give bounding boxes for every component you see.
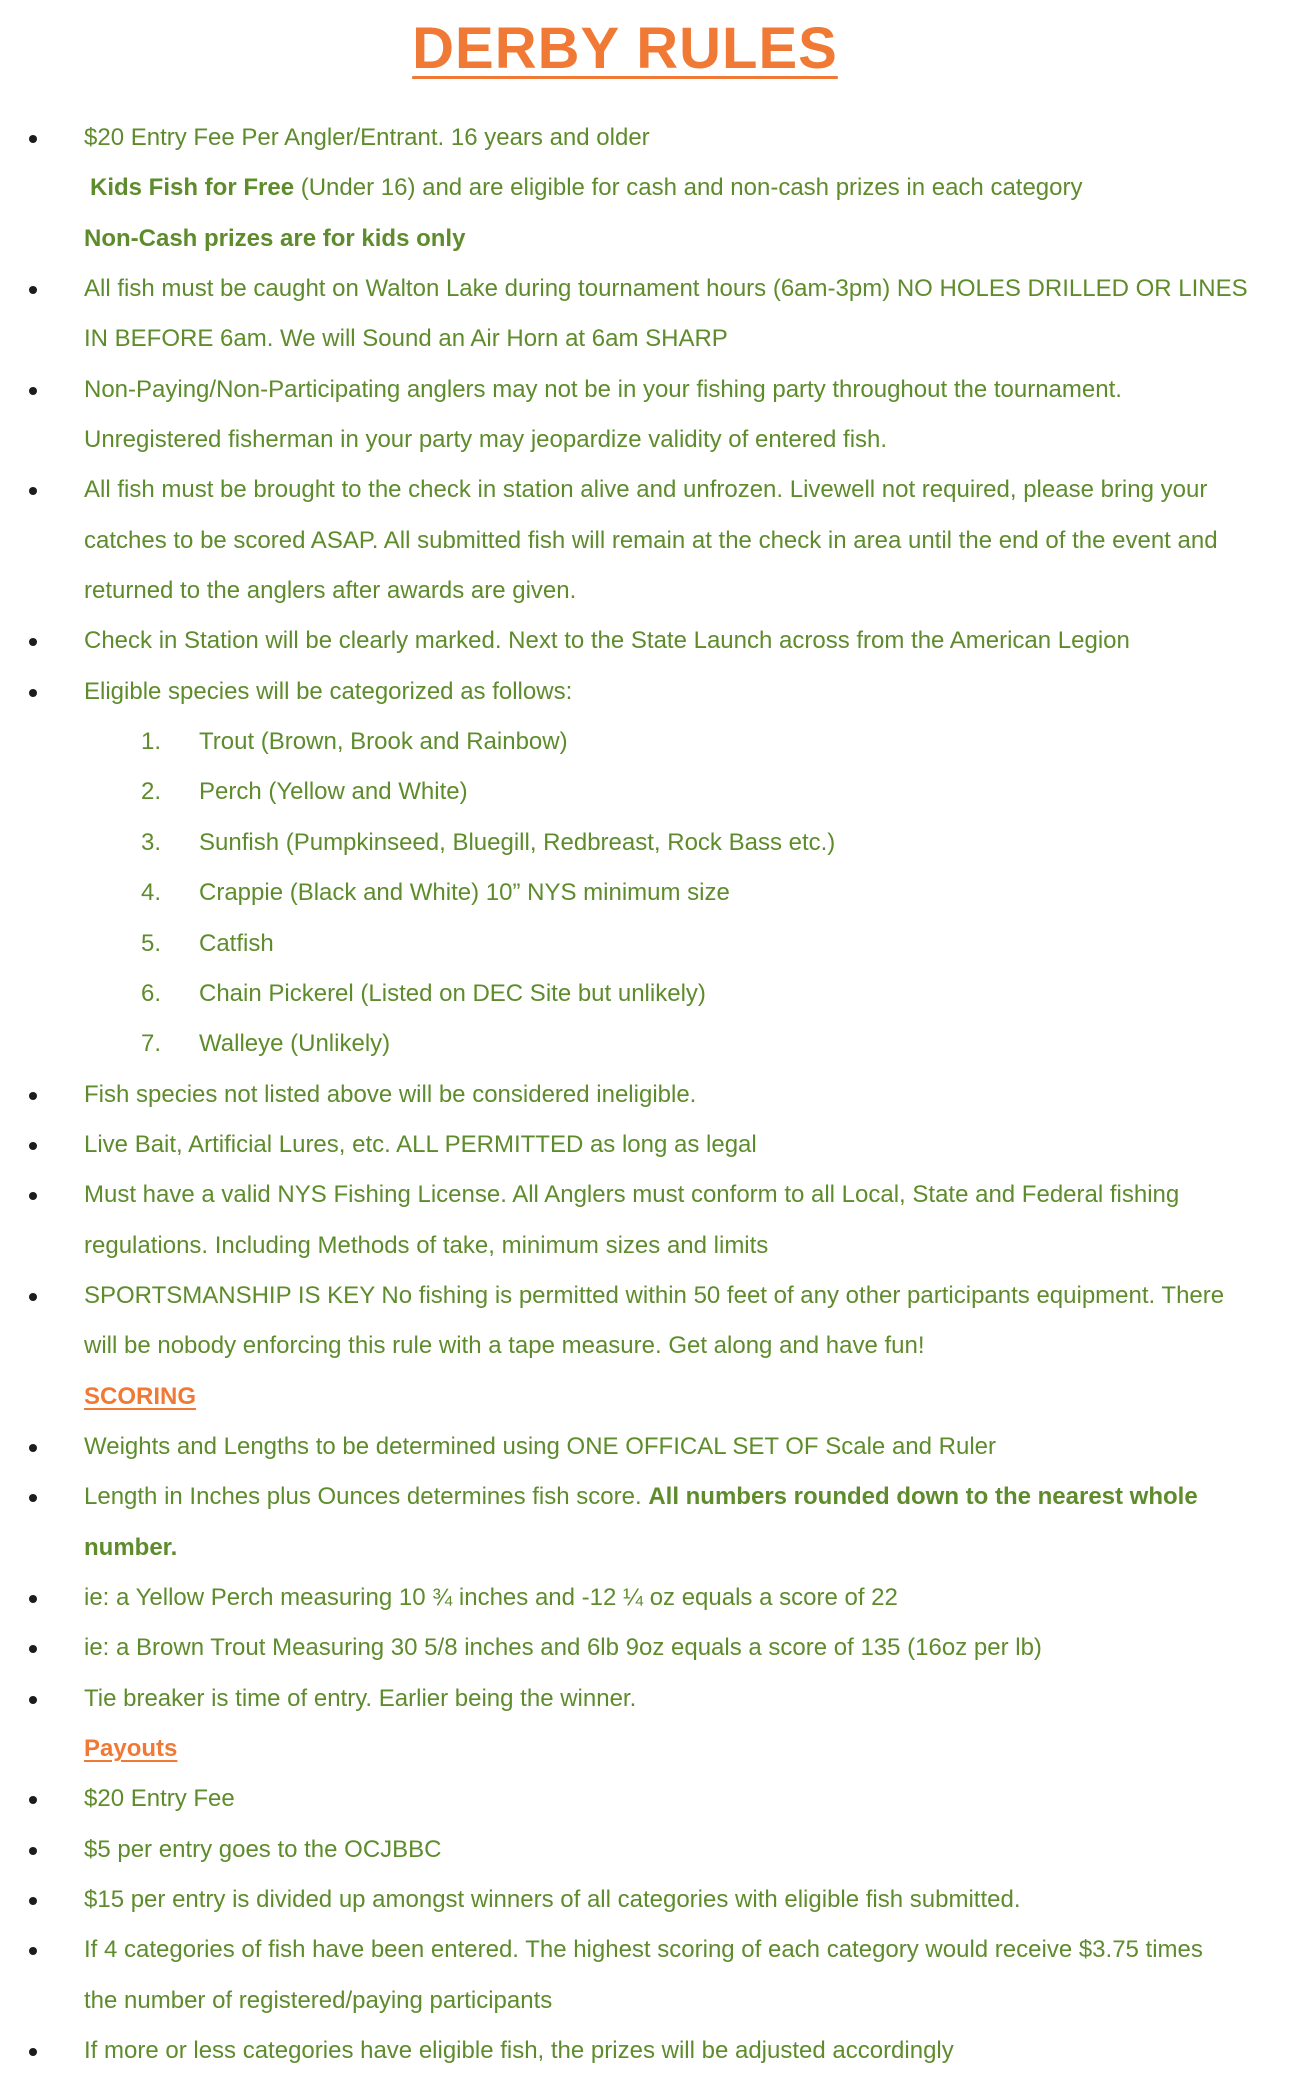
bullet-icon — [29, 1494, 37, 1502]
list-item: SPORTSMANSHIP IS KEY No fishing is permitted within 50 feet of any other participants equipment. There — [0, 1271, 1290, 1321]
bullet-icon — [29, 1897, 37, 1905]
list-item-continuation: Unregistered fisherman in your party may jeopardize validity of entered fish. — [84, 426, 888, 454]
section-heading-payouts: Payouts — [84, 1735, 178, 1762]
species-item: 5. Catfish — [141, 929, 274, 957]
list-item: If 4 categories of fish have been entered. The highest scoring of each category would receive $3.75 times — [0, 1925, 1290, 1975]
list-item: $20 Entry Fee Per Angler/Entrant. 16 years and older — [0, 113, 1290, 163]
list-item: If more or less categories have eligible fish, the prizes will be adjusted accordingly — [0, 2026, 1290, 2076]
bullet-icon — [29, 1847, 37, 1855]
list-item: Must have a valid NYS Fishing License. All Anglers must conform to all Local, State and Federal fishing — [0, 1170, 1290, 1220]
bullet-icon — [29, 1645, 37, 1653]
list-item-continuation: the number of registered/paying participants — [84, 1986, 553, 2014]
list-item: Eligible species will be categorized as follows: — [0, 667, 1290, 717]
bullet-icon — [29, 1796, 37, 1804]
species-item: 4. Crappie (Black and White) 10” NYS minimum size — [141, 879, 730, 907]
list-item-continuation: regulations. Including Methods of take, minimum sizes and limits — [84, 1231, 769, 1259]
list-item: Tie breaker is time of entry. Earlier being the winner. — [0, 1674, 1290, 1724]
kids-free-label: Kids Fish for Free — [90, 174, 295, 202]
list-item: All fish must be brought to the check in station alive and unfrozen. Livewell not required, please bring your — [0, 465, 1290, 515]
bullet-icon — [29, 286, 37, 294]
bullet-icon — [29, 487, 37, 495]
list-item-continuation: Kids Fish for Free (Under 16) and are eligible for cash and non-cash prizes in each category — [90, 174, 1083, 202]
list-item: ie: a Brown Trout Measuring 30 5/8 inches and 6lb 9oz equals a score of 135 (16oz per lb) — [0, 1623, 1290, 1673]
bullet-icon — [29, 2048, 37, 2056]
list-item: All fish must be caught on Walton Lake during tournament hours (6am-3pm) NO HOLES DRILLED OR LINES — [0, 264, 1290, 314]
list-item-continuation: IN BEFORE 6am. We will Sound an Air Horn at 6am SHARP — [84, 325, 728, 353]
bullet-icon — [29, 387, 37, 395]
bullet-icon — [29, 1947, 37, 1955]
list-item: $5 per entry goes to the OCJBBC — [0, 1825, 1290, 1875]
noncash-note: Non-Cash prizes are for kids only — [84, 224, 466, 252]
species-item: 3. Sunfish (Pumpkinseed, Bluegill, Redbreast, Rock Bass etc.) — [141, 828, 836, 856]
list-item: Weights and Lengths to be determined using ONE OFFICAL SET OF Scale and Ruler — [0, 1422, 1290, 1472]
bullet-icon — [29, 1142, 37, 1150]
rules-list — [0, 113, 1290, 2076]
list-item: Non-Paying/Non-Participating anglers may not be in your fishing party throughout the tournament. — [0, 365, 1290, 415]
bullet-icon — [29, 689, 37, 697]
bullet-icon — [29, 1092, 37, 1100]
species-item: 1. Trout (Brown, Brook and Rainbow) — [141, 728, 568, 756]
list-item-continuation: returned to the anglers after awards are given. — [84, 577, 577, 605]
bullet-icon — [29, 1293, 37, 1301]
list-item-continuation: catches to be scored ASAP. All submitted fish will remain at the check in area until the end of the event and — [84, 526, 1218, 554]
page-title: DERBY RULES — [412, 16, 838, 81]
species-item: 7. Walleye (Unlikely) — [141, 1030, 391, 1058]
list-item-continuation: will be nobody enforcing this rule with a tape measure. Get along and have fun! — [84, 1332, 925, 1360]
bullet-icon — [29, 135, 37, 143]
list-item: Length in Inches plus Ounces determines fish score. All numbers rounded down to the nearest whole — [0, 1472, 1290, 1522]
list-item-continuation — [0, 214, 1290, 264]
list-item: $20 Entry Fee — [0, 1774, 1290, 1824]
list-item: Live Bait, Artificial Lures, etc. ALL PERMITTED as long as legal — [0, 1120, 1290, 1170]
list-item: $15 per entry is divided up amongst winners of all categories with eligible fish submitted. — [0, 1875, 1290, 1925]
section-heading-scoring: SCORING — [84, 1382, 197, 1410]
bullet-icon — [29, 1444, 37, 1452]
bullet-icon — [29, 1595, 37, 1603]
species-item: 2. Perch (Yellow and White) — [141, 778, 468, 806]
bullet-icon — [29, 1192, 37, 1200]
list-item: Check in Station will be clearly marked. Next to the State Launch across from the American Legion — [0, 616, 1290, 666]
bullet-icon — [29, 1696, 37, 1704]
bullet-icon — [29, 638, 37, 646]
list-item-continuation: number. — [84, 1533, 178, 1561]
list-item: Fish species not listed above will be considered ineligible. — [0, 1070, 1290, 1120]
list-item: ie: a Yellow Perch measuring 10 ¾ inches and -12 ¼ oz equals a score of 22 — [0, 1573, 1290, 1623]
species-item: 6. Chain Pickerel (Listed on DEC Site but unlikely) — [141, 979, 706, 1007]
